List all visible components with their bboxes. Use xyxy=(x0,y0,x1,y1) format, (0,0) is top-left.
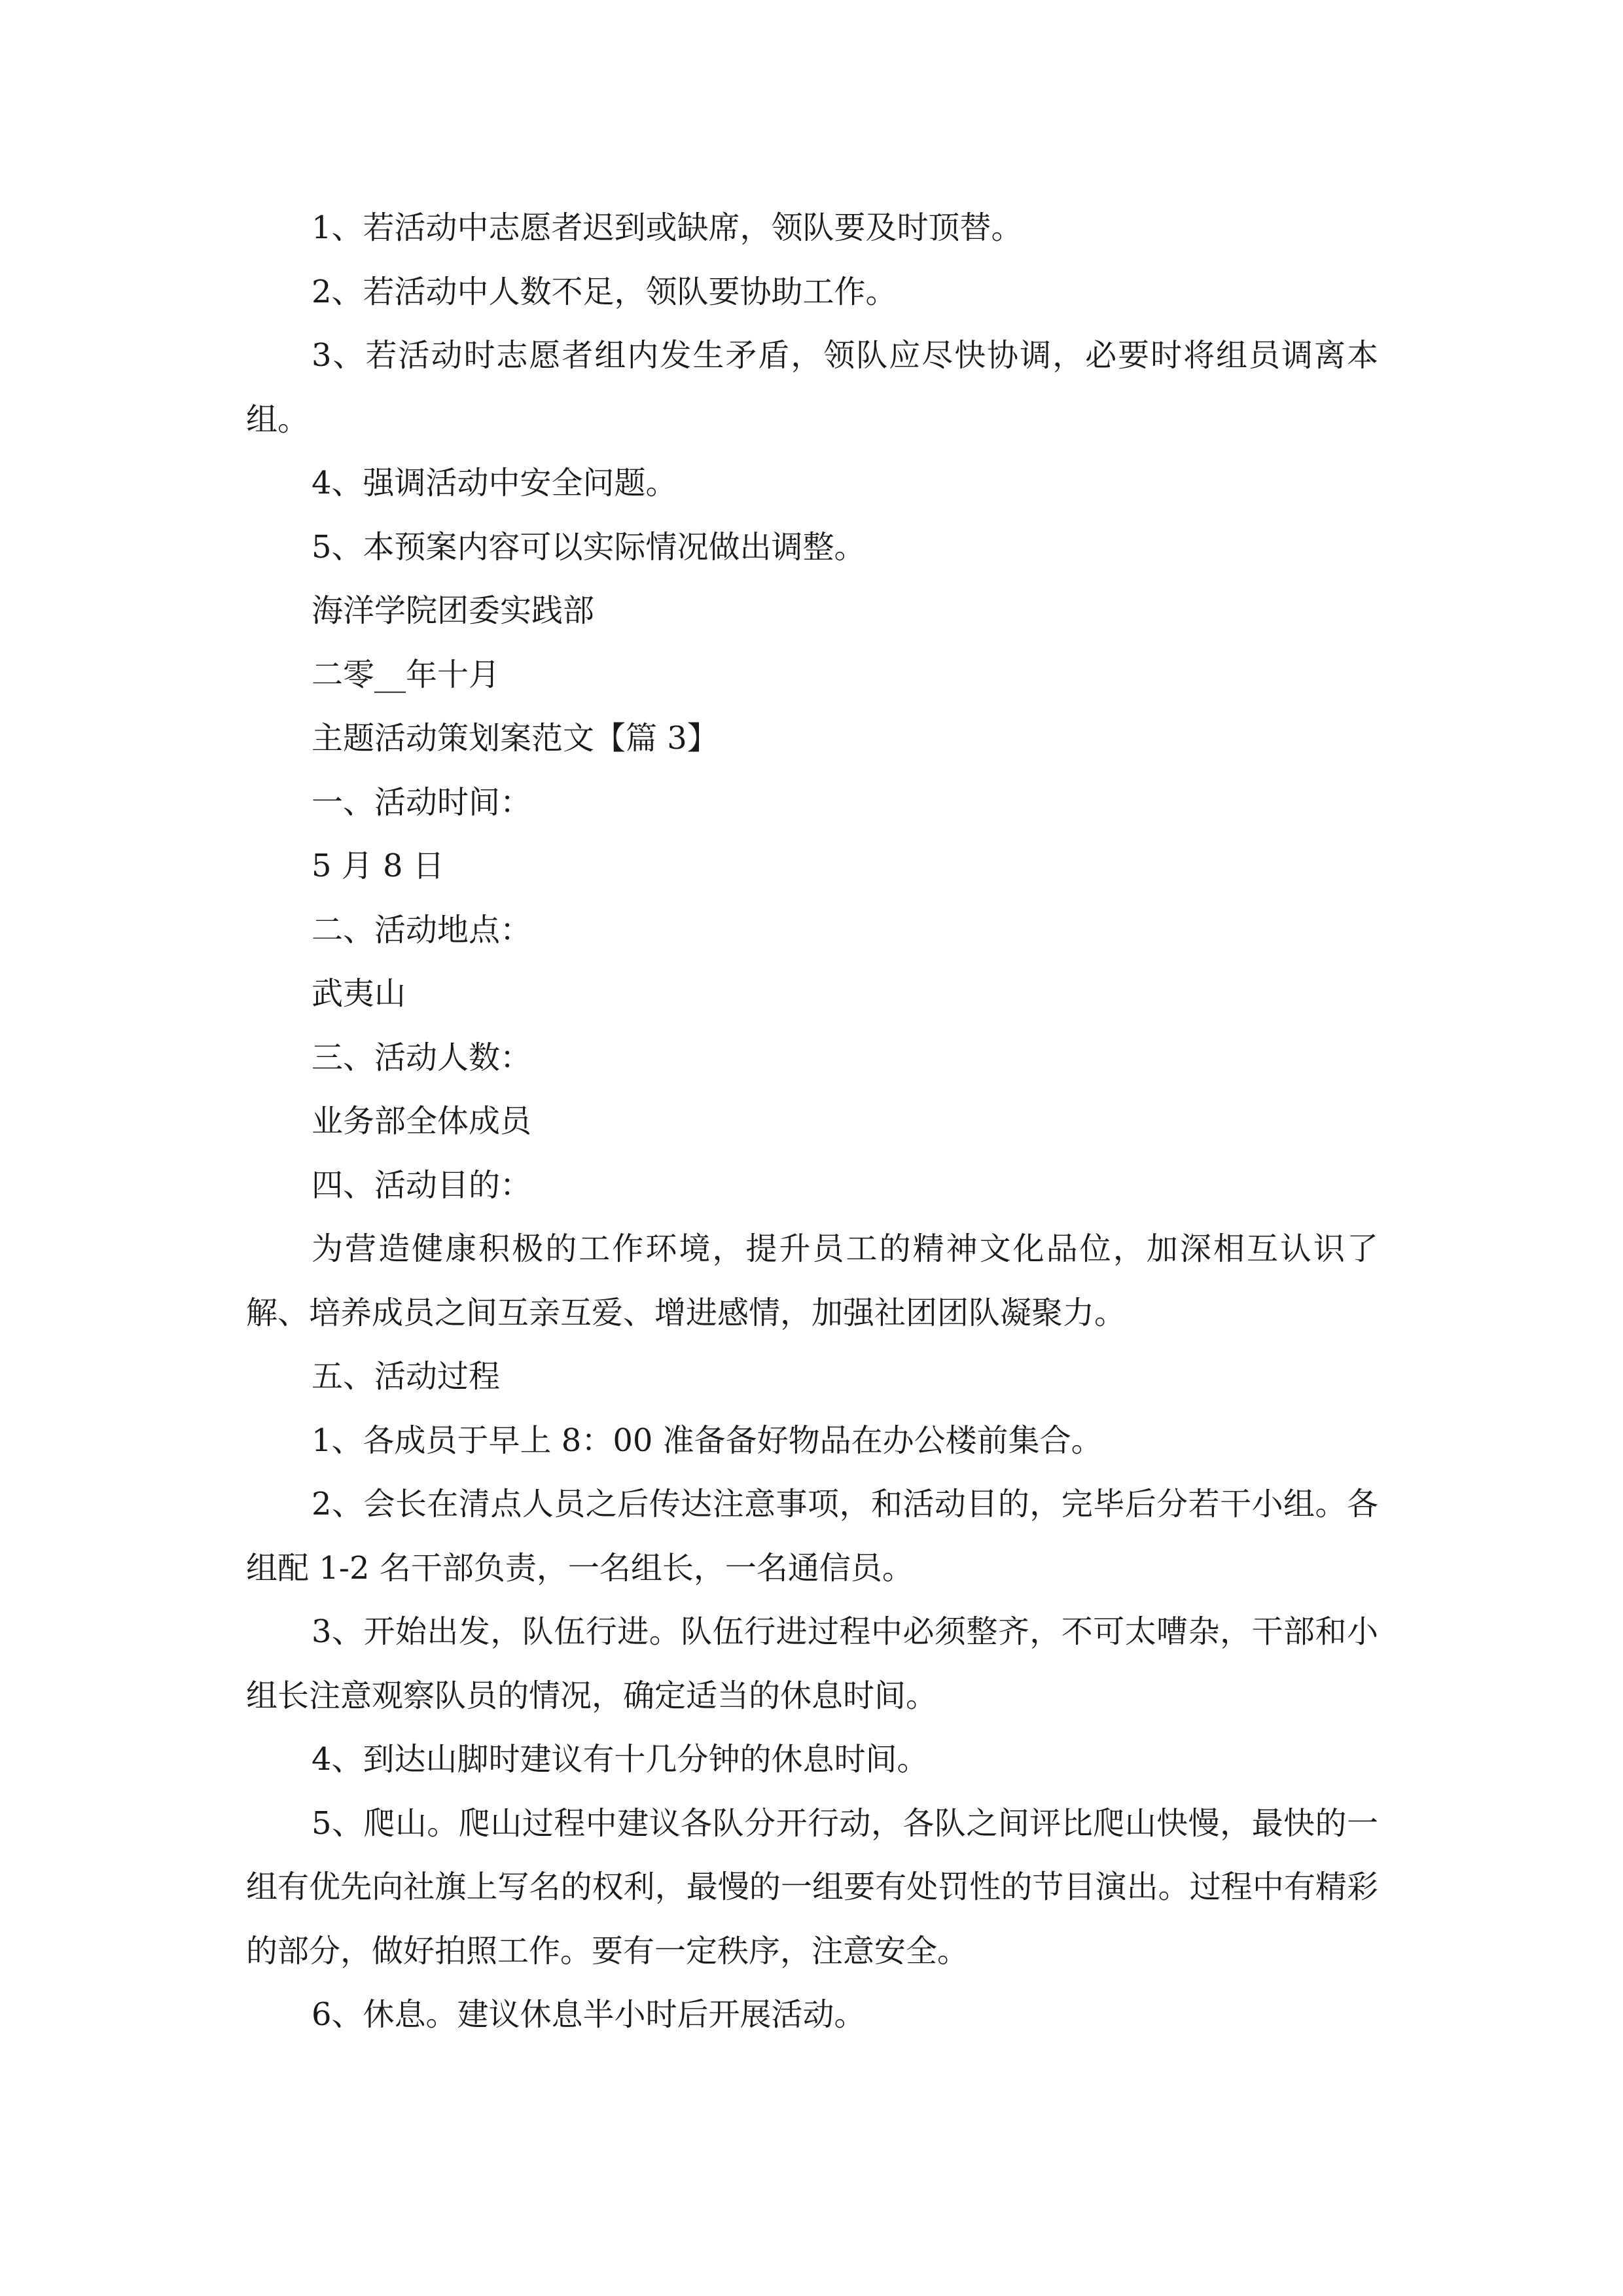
process-step: 4、到达山脚时建议有十几分钟的休息时间。 xyxy=(312,1741,929,1778)
heading-activity-purpose: 四、活动目的： xyxy=(312,1166,532,1204)
section-title: 主题活动策划案范文【篇 3】 xyxy=(312,720,719,757)
document-body xyxy=(246,196,1378,2047)
activity-purpose-text: 为营造健康积极的工作环境，提升员工的精神文化品位，加深相互认识了解、培养成员之间互亲互爱、增进感情，加强社团团队凝聚力。 xyxy=(246,1230,1378,1331)
signature-date: 二零__年十月 xyxy=(312,656,501,693)
activity-participants-value: 业务部全体成员 xyxy=(312,1103,532,1139)
process-step: 3、开始出发，队伍行进。队伍行进过程中必须整齐，不可太嘈杂，干部和小组长注意观察队员的情况，确定适当的休息时间。 xyxy=(246,1613,1378,1714)
paragraph: 2、若活动中人数不足，领队要协助工作。 xyxy=(312,273,897,310)
heading-activity-participants: 三、活动人数： xyxy=(312,1039,532,1076)
paragraph: 5、本预案内容可以实际情况做出调整。 xyxy=(312,528,866,565)
signature-department: 海洋学院团委实践部 xyxy=(312,592,595,629)
activity-time-value: 5 月 8 日 xyxy=(312,848,444,884)
activity-location-value: 武夷山 xyxy=(312,975,406,1012)
process-step: 6、休息。建议休息半小时后开展活动。 xyxy=(312,1996,866,2033)
paragraph: 3、若活动时志愿者组内发生矛盾，领队应尽快协调，必要时将组员调离本组。 xyxy=(246,337,1378,438)
process-step: 2、会长在清点人员之后传达注意事项，和活动目的，完毕后分若干小组。各组配 1-2 名干部负责，一名组长，一名通信员。 xyxy=(246,1486,1378,1587)
paragraph: 4、强调活动中安全问题。 xyxy=(312,465,677,501)
heading-activity-location: 二、活动地点： xyxy=(312,911,532,948)
process-step: 5、爬山。爬山过程中建议各队分开行动，各队之间评比爬山快慢，最快的一组有优先向社旗上写名的权利，最慢的一组要有处罚性的节目演出。过程中有精彩的部分，做好拍照工作。要有一定秩序，注意安全。 xyxy=(246,1804,1378,1969)
heading-activity-time: 一、活动时间： xyxy=(312,783,532,821)
heading-activity-process: 五、活动过程 xyxy=(312,1358,501,1395)
paragraph: 1、若活动中志愿者迟到或缺席，领队要及时顶替。 xyxy=(312,209,1023,246)
process-step: 1、各成员于早上 8：00 准备备好物品在办公楼前集合。 xyxy=(312,1422,1103,1459)
